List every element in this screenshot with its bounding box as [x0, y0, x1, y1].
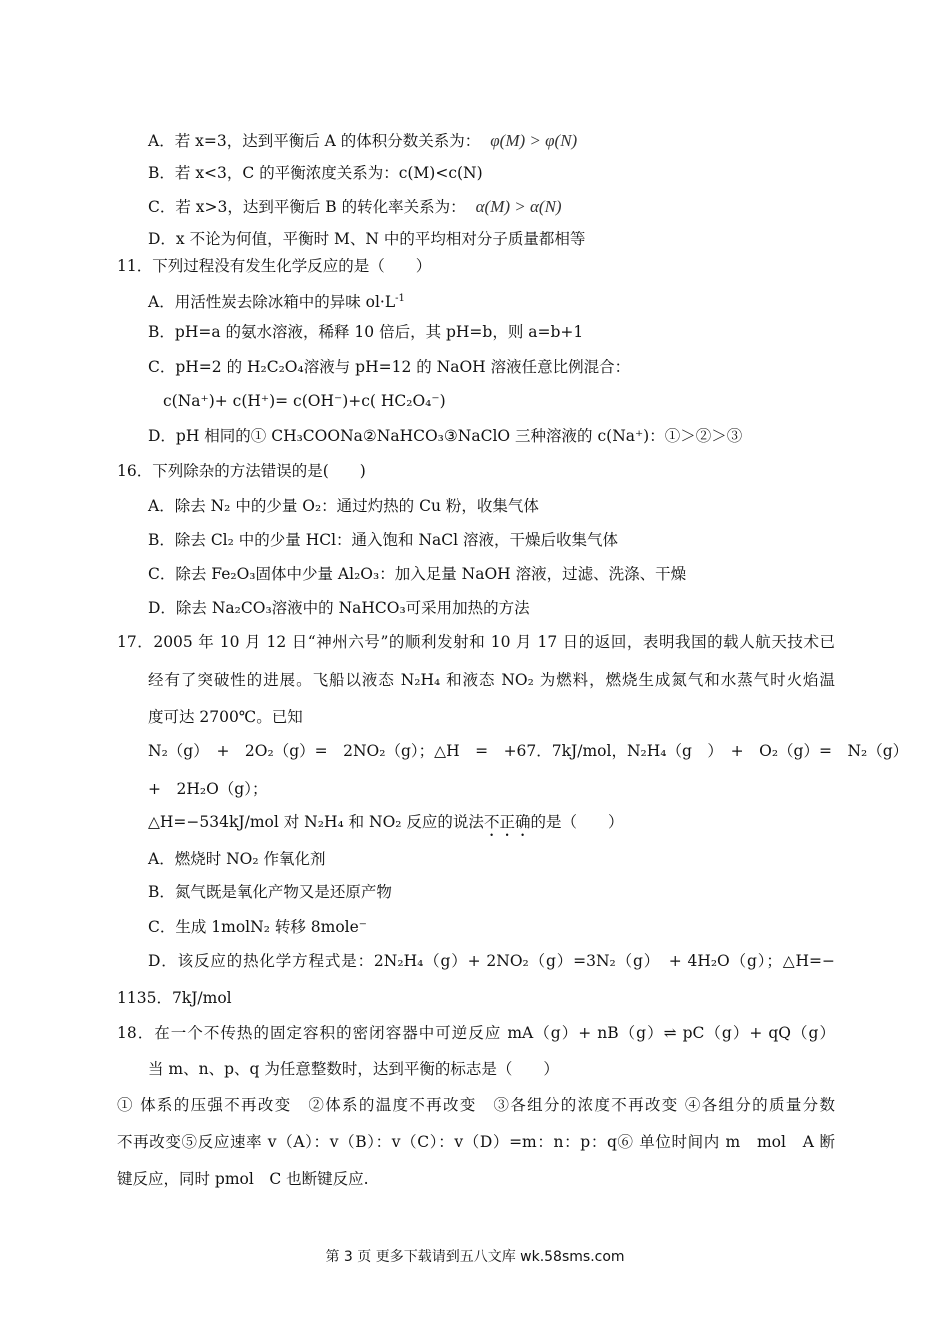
- q18-conditions-line2: 不再改变⑤反应速率 v（A）：v（B）：v（C）：v（D）=m：n：p：q⑥ 单位时间内 m mol A 断: [117, 1133, 835, 1151]
- q17-option-a: A．燃烧时 NO₂ 作氧化剂: [148, 850, 326, 868]
- q10-option-a: [148, 131, 577, 151]
- q17-option-d-line2: 1135．7kJ/mol: [117, 989, 232, 1007]
- q17-question-pre: △H=−534kJ/mol 对 N₂H₄ 和 NO₂ 反应的说法: [148, 813, 484, 831]
- q18-stem-line2: 当 m、n、p、q 为任意整数时，达到平衡的标志是（ ）: [148, 1060, 559, 1078]
- q17-equation-line1: N₂（g） + 2O₂（g）= 2NO₂（g）；△H = +67．7kJ/mol，N₂H₄（g ） + O₂（g）= N₂（g）: [148, 742, 909, 760]
- q16-option-c: C．除去 Fe₂O₃固体中少量 Al₂O₃：加入足量 NaOH 溶液，过滤、洗涤、干燥: [148, 565, 687, 583]
- q16-option-b: B．除去 Cl₂ 中的少量 HCl：通入饱和 NaCl 溶液，干燥后收集气体: [148, 531, 619, 549]
- q16-option-a: A．除去 N₂ 中的少量 O₂：通过灼热的 Cu 粉，收集气体: [148, 497, 539, 515]
- q17-question-emphasis: 不正确: [483, 813, 531, 831]
- q10-option-c-text: C．若 x>3，达到平衡后 B 的转化率关系为：: [148, 198, 466, 216]
- q11-option-a-text: A．用活性炭去除冰箱中的异味 ol·L: [148, 293, 396, 312]
- q17-question-post: 的是（ ）: [530, 813, 624, 831]
- q11-option-c-line2: c(Na⁺)+ c(H⁺)= c(OH⁻)+c( HC₂O₄⁻): [163, 392, 446, 410]
- q11-option-a-sup: -1: [395, 293, 405, 304]
- q17-stem-line2: 经有了突破性的进展。飞船以液态 N₂H₄ 和液态 NO₂ 为燃料，燃烧生成氮气和水蒸气时火焰温: [148, 671, 835, 689]
- q10-option-a-text: A．若 x=3，达到平衡后 A 的体积分数关系为：: [148, 132, 481, 150]
- q18-stem-line1: 18．在一个不传热的固定容积的密闭容器中可逆反应 mA（g）+ nB（g）⇌ pC（g）+ qQ（g）: [117, 1024, 835, 1042]
- q18-conditions-line1: ① 体系的压强不再改变 ②体系的温度不再改变 ③各组分的浓度不再改变 ④各组分的质量分数: [117, 1096, 835, 1114]
- q18-conditions-line3: 键反应，同时 pmol C 也断键反应.: [117, 1170, 369, 1188]
- q11-option-b: B．pH=a 的氨水溶液，稀释 10 倍后，其 pH=b，则 a=b+1: [148, 323, 584, 341]
- q11-option-d: D．pH 相同的① CH₃COONa②NaHCO₃③NaClO 三种溶液的 c(Na⁺)：①＞②＞③: [148, 427, 743, 445]
- q10-option-c: [148, 197, 562, 217]
- q11-option-c-line1: C．pH=2 的 H₂C₂O₄溶液与 pH=12 的 NaOH 溶液任意比例混合：: [148, 358, 631, 376]
- q16-option-d: D．除去 Na₂CO₃溶液中的 NaHCO₃可采用加热的方法: [148, 599, 530, 617]
- q16-stem: 16．下列除杂的方法错误的是( ): [117, 462, 366, 480]
- q17-option-b: B．氮气既是氧化产物又是还原产物: [148, 883, 392, 901]
- q17-option-c: C．生成 1molN₂ 转移 8mole⁻: [148, 918, 367, 936]
- page-footer: 第 3 页 更多下载请到五八文库 wk.58sms.com: [325, 1249, 625, 1265]
- q10-option-d: D．x 不论为何值，平衡时 M、N 中的平均相对分子质量都相等: [148, 230, 586, 248]
- q11-option-a: [148, 289, 405, 312]
- q17-option-d-line1: D．该反应的热化学方程式是：2N₂H₄（g）+ 2NO₂（g）=3N₂（g） + 4H₂O（g）；△H=−: [148, 952, 835, 970]
- q10-option-a-formula: φ(M) > φ(N): [490, 131, 578, 150]
- q17-question: [148, 812, 623, 840]
- q10-option-b: B．若 x<3，C 的平衡浓度关系为：c(M)<c(N): [148, 164, 483, 182]
- q17-stem-line3: 度可达 2700℃。已知: [148, 708, 303, 726]
- q10-option-c-formula: α(M) > α(N): [475, 197, 562, 216]
- q17-equation-line2: + 2H₂O（g）；: [148, 780, 268, 798]
- q11-stem: 11．下列过程没有发生化学反应的是（ ）: [117, 257, 432, 275]
- q17-stem-line1: 17．2005 年 10 月 12 日“神州六号”的顺利发射和 10 月 17 日的返回，表明我国的载人航天技术已: [117, 633, 835, 651]
